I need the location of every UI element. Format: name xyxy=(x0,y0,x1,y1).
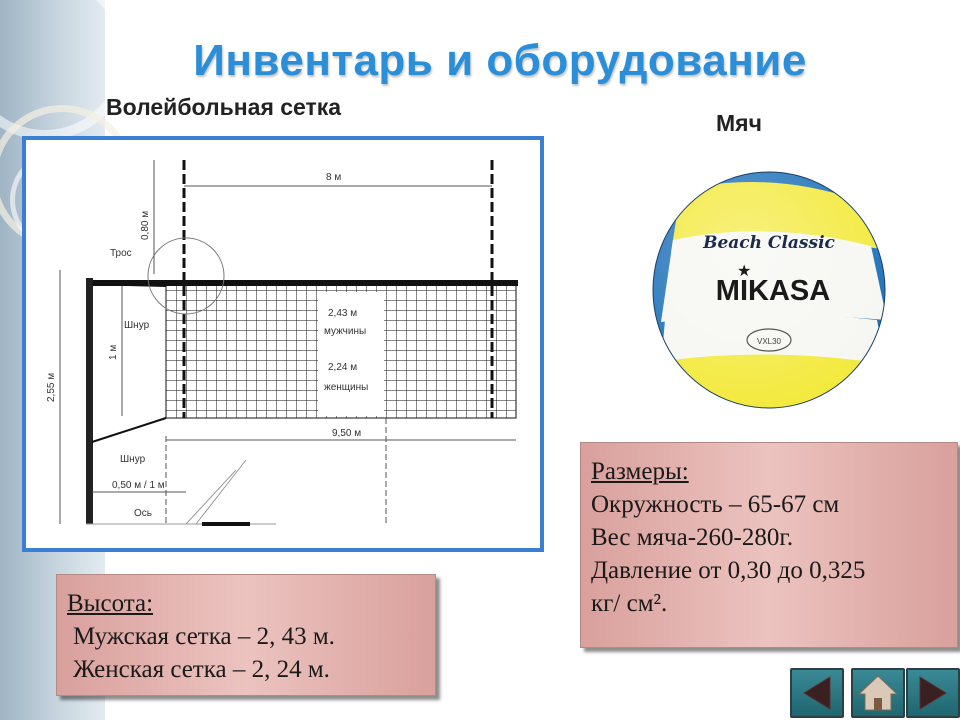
arrow-left-icon xyxy=(792,670,842,716)
ball-badge-text: VXL30 xyxy=(756,337,782,346)
women-word-label: женщины xyxy=(324,382,369,393)
volleyball-drawing xyxy=(651,170,887,410)
post-height-label: 2,55 м xyxy=(46,372,57,402)
home-button[interactable] xyxy=(851,668,905,718)
men-word-label: мужчины xyxy=(324,326,367,337)
span-label: 8 м xyxy=(326,172,342,183)
height-line-women: Женская сетка – 2, 24 м. xyxy=(73,656,330,683)
axis-label: Ось xyxy=(134,508,152,519)
prev-slide-button[interactable] xyxy=(790,668,844,718)
cord-bottom-label: Шнур xyxy=(120,454,146,465)
size-info-box xyxy=(580,442,958,648)
height-info-box xyxy=(56,574,436,696)
size-line-circumference: Окружность – 65-67 см xyxy=(591,491,840,518)
size-line-pressure-unit: кг/ см². xyxy=(591,590,668,617)
size-heading: Размеры: xyxy=(591,458,689,485)
slide-title: Инвентарь и оборудование xyxy=(193,36,807,85)
cable-label: Трос xyxy=(110,248,132,259)
arrow-right-icon xyxy=(908,670,958,716)
size-line-pressure: Давление от 0,30 до 0,325 xyxy=(591,557,866,584)
men-height-label: 2,43 м xyxy=(328,308,358,319)
post xyxy=(86,278,93,524)
volleyball-image xyxy=(651,170,887,410)
length-label: 9,50 м xyxy=(332,428,362,439)
ball-section-label: Мяч xyxy=(716,110,762,136)
size-line-weight: Вес мяча-260-280г. xyxy=(591,524,794,551)
star-icon: ★ xyxy=(737,261,752,280)
home-icon xyxy=(853,670,903,716)
next-slide-button[interactable] xyxy=(906,668,960,718)
ground-slope xyxy=(196,460,246,524)
ground-slope xyxy=(186,470,236,524)
ball-brand-text: MIKASA xyxy=(715,275,831,307)
net-diagram-drawing xyxy=(26,140,540,548)
net-width-label: 1 м xyxy=(108,344,119,360)
ball-model-text: Beach Classic xyxy=(703,233,835,253)
offset-label: 0,50 м / 1 м xyxy=(112,480,165,491)
women-height-label: 2,24 м xyxy=(328,362,358,373)
height-line-men: Мужская сетка – 2, 43 м. xyxy=(73,623,335,650)
net-section-label: Волейбольная сетка xyxy=(106,94,342,120)
cord-top-label: Шнур xyxy=(124,320,150,331)
height-heading: Высота: xyxy=(67,590,154,617)
cord-bottom xyxy=(92,418,166,442)
antenna-label: 0,80 м xyxy=(140,210,151,240)
net-diagram xyxy=(22,136,544,552)
